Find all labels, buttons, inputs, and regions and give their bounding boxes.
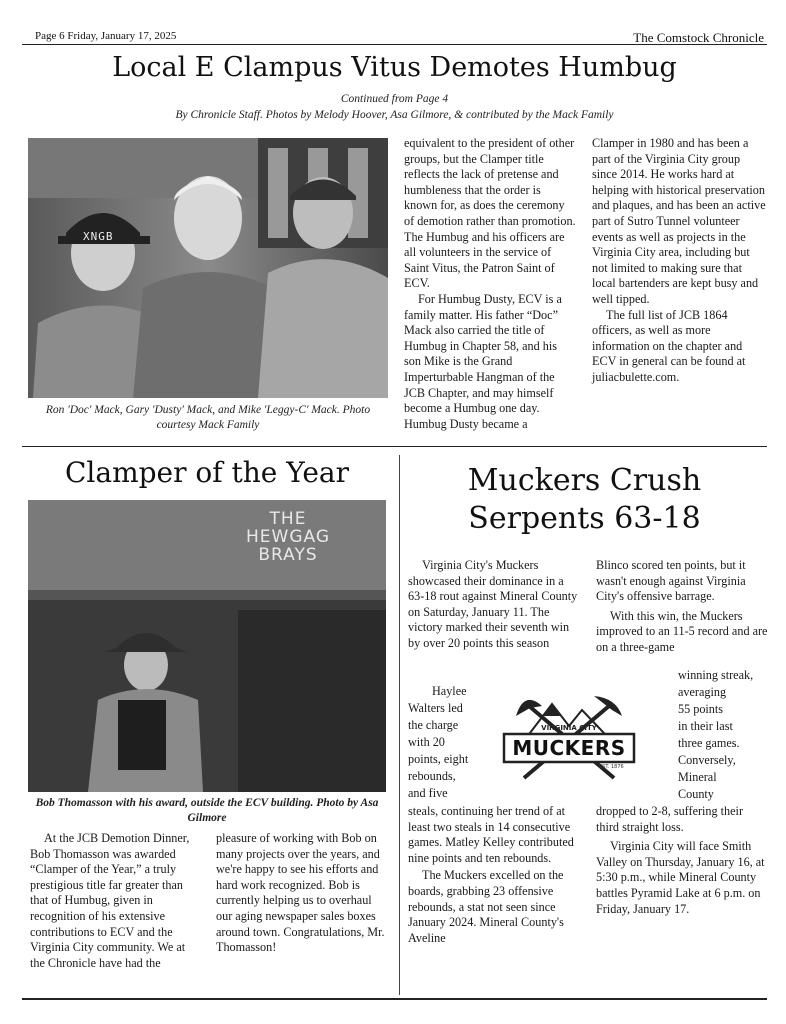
article2-photo-caption: Bob Thomasson with his award, outside the ECV building. Photo by Asa Gilmore [35,797,379,824]
article3-col1-para2: steals, continuing her trend of at least two steals in 14 consecutive games. Matley Kelley contributed nine points and ten rebounds. [408,804,574,865]
article3-col2-para2: With this win, the Muckers improved to an 11-5 record and are on a three-game [596,608,768,654]
building-sign [228,510,348,564]
article1-col1-para1: equivalent to the president of other groups, but the Clamper title reflects the lack of pretense and humbleness that the order is known for, as does the ceremony of demotion rather than promotion. The Humbug and his officers are all volunteers in the service of Saint Vitus, the Patron Saint of ECV. [404,136,576,291]
article1-col2-para2: The full list of JCB 1864 officers, as well as more information on the chapter and ECV in general can be found at juliacbulette.com. [592,307,746,384]
article3-column-2-bottom [596,804,768,917]
article3-col2-para1: Blinco scored ten points, but it wasn't enough against Virginia City's offensive barrage. [596,558,746,604]
article1-byline: By Chronicle Staff. Photos by Melody Hoover, Asa Gilmore, & contributed by the Mack Family [175,109,614,121]
article1-col1-para2: For Humbug Dusty, ECV is a family matter. His father “Doc” Mack also carried the title of Humbug in Chapter 58, and his son Mike is the Grand Imperturbable Hangman of the JCB Chapter, and may himself become a Humbug one day. Humbug Dusty became a [404,291,562,431]
article3-col2-para4: Virginia City will face Smith Valley on Thursday, January 16, at 5:30 p.m., while Mineral County battles Pyramid Lake at 6 p.m. on Friday, January 17. [596,839,765,916]
muckers-logo [494,686,644,794]
wrap-line: 55 points [678,702,724,716]
article3-column-2-top [596,558,768,656]
wrap-line: with 20 [408,735,445,749]
article3-column-1-bottom [408,804,580,946]
footer-rule [22,998,767,1000]
wrap-line: in their last [678,719,733,733]
wrap-line: County [678,787,714,801]
article3-headline-line1: Muckers Crush [467,463,702,498]
article1-column-1 [404,136,576,432]
article3-headline-line2: Serpents 63-18 [468,501,701,536]
sign-line-1: THE [269,509,307,529]
wrap-line: rebounds, [408,769,456,783]
wrap-line: Mineral [678,770,717,784]
article3-col2-para3: dropped to 2-8, suffering their third straight loss. [596,804,744,834]
article3-column-1-top [408,558,578,652]
wrap-line: Conversely, [678,753,736,767]
mack-family-photo [28,138,388,398]
sign-line-3: BRAYS [258,545,318,565]
header-rule [22,44,767,45]
article3-headline [402,462,767,538]
wrap-line: Haylee [432,684,467,698]
wrap-line: Walters led [408,701,463,715]
wrap-line: winning streak, [678,668,754,682]
article1-col2-para1: Clamper in 1980 and has been a part of the Virginia City group since 2014. He works hard at helping with historical preservation and plaques, and has been an active part of Sutro Tunnel volunteer events as well as projects in the Virginia City area, including but not limited to making sure that local bartenders are kept busy and well tipped. [592,136,766,306]
section-rule [22,446,767,447]
wrap-line: the charge [408,718,459,732]
logo-est-text: EST. 1876 [599,764,624,770]
article2-col1-para: At the JCB Demotion Dinner, Bob Thomasson was awarded “Clamper of the Year,” a truly prestigious title far greater than that of Humbug, given in recognition of his extensive contributions to ECV and the Virginia City community. We at the Chronicle have had the [30,831,190,970]
article2-column-1 [30,831,202,971]
article1-column-2 [592,136,767,386]
article1-headline: Local E Clampus Vitus Demotes Humbug [112,52,677,83]
article2-headline: Clamper of the Year [65,456,349,489]
sign-line-2: HEWGAG [245,527,330,547]
wrap-line: and five [408,786,448,800]
article3-col1-para1: Virginia City's Muckers showcased their dominance in a 63-18 rout against Mineral County on Saturday, January 11. The victory marked their seventh win by over 20 points this season [408,558,578,650]
wrap-line: three games. [678,736,740,750]
logo-top-text: VIRGINIA CITY [541,724,597,732]
article1-continued: Continued from Page 4 [340,93,449,105]
article1-photo-caption: Ron 'Doc' Mack, Gary 'Dusty' Mack, and Mike 'Leggy-C' Mack. Photo courtesy Mack Family [45,404,371,431]
logo-main-text: MUCKERS [512,736,626,760]
paper-name: The Comstock Chronicle [633,30,764,45]
wrap-line: averaging [678,685,727,699]
wrap-line: points, eight [408,752,469,766]
clamper-award-photo [28,500,386,792]
cap-lettering: XNGB [83,230,114,243]
page-date: Page 6 Friday, January 17, 2025 [35,30,177,42]
article2-col2-para: pleasure of working with Bob on many projects over the years, and we're happy to see his efforts and hard work recognized. Bob is currently helping us to overhaul our aging newspaper sales boxes around town. Congratulations, Mr. Thomasson! [216,831,385,955]
article3-col1-para3: The Muckers excelled on the boards, grabbing 23 offensive rebounds, a stat not seen since January 2024. Mineral County's Aveline [408,868,564,945]
article2-column-2 [216,831,386,956]
column-divider [399,455,400,995]
